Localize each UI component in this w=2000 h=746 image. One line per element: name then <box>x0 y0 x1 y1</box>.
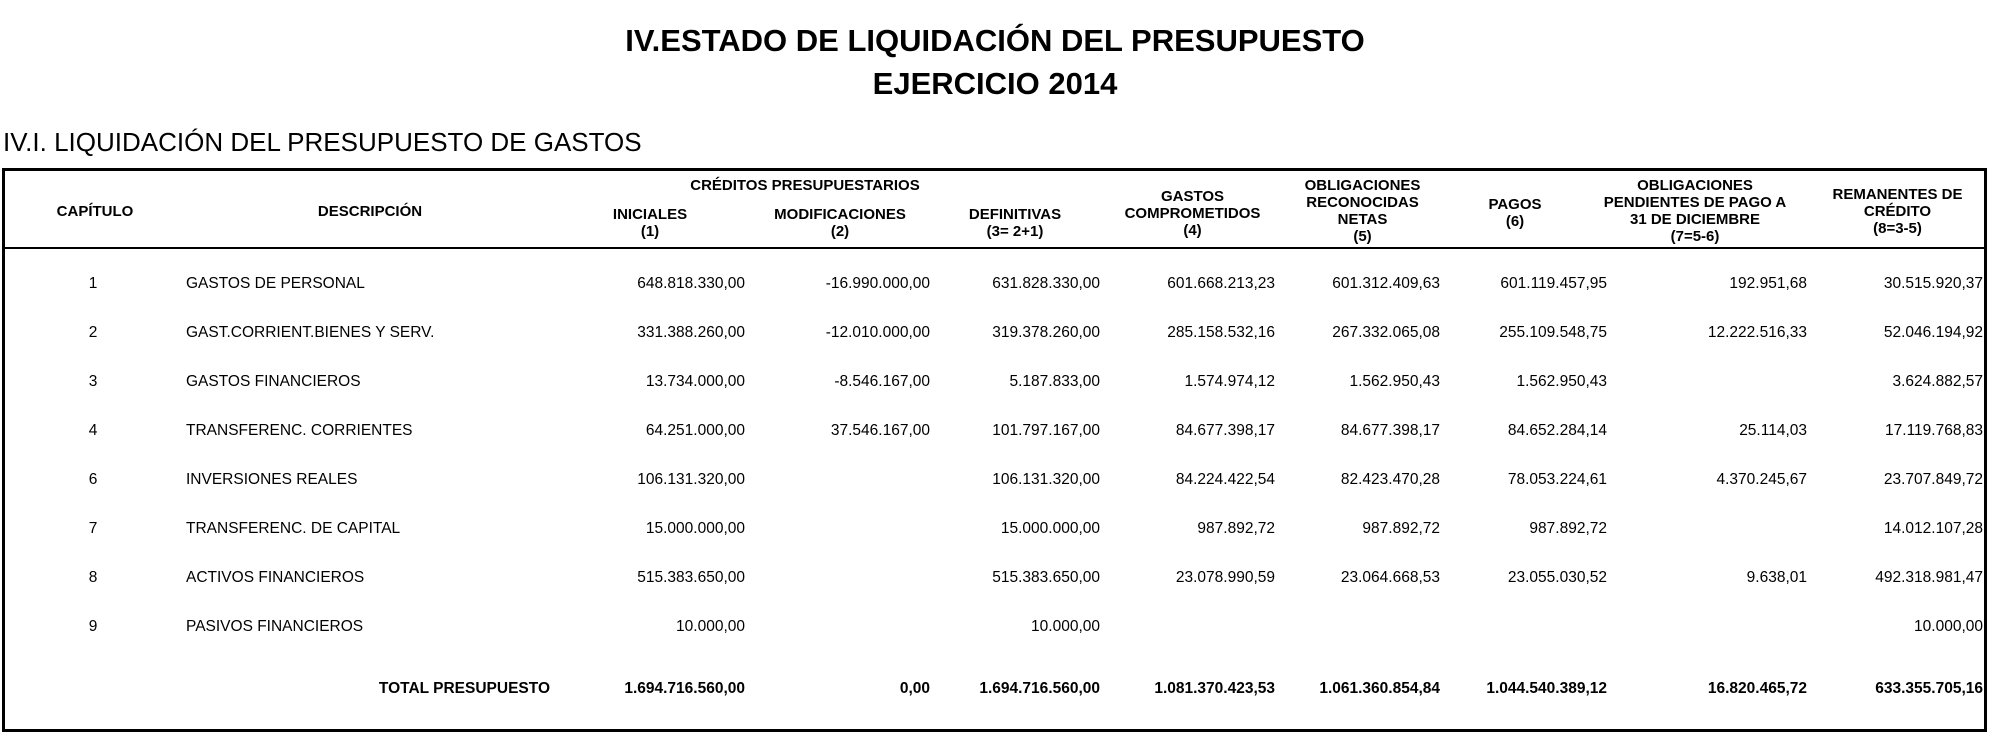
header-divider <box>5 247 1984 249</box>
header-obligaciones-reconocidas: OBLIGACIONES RECONOCIDAS NETAS (5) <box>1304 177 1421 245</box>
cell-definitivas: 5.187.833,00 <box>1009 373 1100 390</box>
cell-pagos: 78.053.224,61 <box>1507 471 1607 488</box>
cell-pendientes: 9.638,01 <box>1746 569 1807 586</box>
document-subtitle-year: EJERCICIO 2014 <box>872 66 1118 101</box>
cell-remanentes: 14.012.107,28 <box>1883 520 1983 537</box>
cell-descripcion: TRANSFERENC. DE CAPITAL <box>186 520 401 537</box>
header-creditos-group: CRÉDITOS PRESUPUESTARIOS <box>690 177 920 194</box>
cell-obligaciones: 267.332.065,08 <box>1332 324 1440 341</box>
cell-modificaciones: -12.010.000,00 <box>825 324 930 341</box>
cell-iniciales: 64.251.000,00 <box>645 422 745 439</box>
cell-remanentes: 10.000,00 <box>1914 618 1983 635</box>
cell-remanentes: 30.515.920,37 <box>1883 275 1983 292</box>
cell-comprometidos: 84.224.422,54 <box>1175 471 1275 488</box>
cell-pendientes: 25.114,03 <box>1739 422 1807 439</box>
header-obligaciones-pendientes: OBLIGACIONES PENDIENTES DE PAGO A 31 DE DICIEMBRE (7=5-6) <box>1603 177 1787 245</box>
cell-pagos: 987.892,72 <box>1529 520 1607 537</box>
cell-comprometidos: 601.668.213,23 <box>1167 275 1275 292</box>
cell-pendientes: 12.222.516,33 <box>1707 324 1807 341</box>
total-definitivas: 1.694.716.560,00 <box>979 680 1100 697</box>
header-pagos: PAGOS (6) <box>1488 196 1542 230</box>
cell-comprometidos: 1.574.974,12 <box>1184 373 1275 390</box>
header-capitulo: CAPÍTULO <box>56 203 134 220</box>
header-gastos-comprometidos: GASTOS COMPROMETIDOS (4) <box>1124 188 1261 239</box>
cell-capitulo: 6 <box>88 471 98 488</box>
cell-pagos: 23.055.030,52 <box>1507 569 1607 586</box>
cell-obligaciones: 1.562.950,43 <box>1349 373 1440 390</box>
cell-iniciales: 15.000.000,00 <box>645 520 745 537</box>
cell-modificaciones: -8.546.167,00 <box>834 373 930 390</box>
cell-descripcion: ACTIVOS FINANCIEROS <box>186 569 365 586</box>
budget-table <box>2 168 1987 732</box>
total-comprometidos: 1.081.370.423,53 <box>1154 680 1275 697</box>
cell-comprometidos: 84.677.398,17 <box>1175 422 1275 439</box>
cell-remanentes: 17.119.768,83 <box>1885 422 1983 439</box>
section-title: IV.I. LIQUIDACIÓN DEL PRESUPUESTO DE GASTOS <box>3 127 642 157</box>
header-descripcion: DESCRIPCIÓN <box>317 203 423 220</box>
cell-definitivas: 515.383.650,00 <box>992 569 1100 586</box>
cell-pagos: 84.652.284,14 <box>1507 422 1607 439</box>
cell-capitulo: 9 <box>88 618 98 635</box>
cell-iniciales: 648.818.330,00 <box>637 275 745 292</box>
cell-remanentes: 492.318.981,47 <box>1875 569 1983 586</box>
header-remanentes-credito: REMANENTES DE CRÉDITO (8=3-5) <box>1832 186 1963 237</box>
total-pagos: 1.044.540.389,12 <box>1486 680 1607 697</box>
cell-remanentes: 3.624.882,57 <box>1892 373 1983 390</box>
cell-definitivas: 106.131.320,00 <box>992 471 1100 488</box>
cell-iniciales: 106.131.320,00 <box>637 471 745 488</box>
cell-pagos: 601.119.457,95 <box>1500 275 1607 292</box>
cell-remanentes: 52.046.194,92 <box>1883 324 1983 341</box>
document-title: IV.ESTADO DE LIQUIDACIÓN DEL PRESUPUESTO <box>625 23 1365 58</box>
cell-iniciales: 515.383.650,00 <box>637 569 745 586</box>
cell-obligaciones: 84.677.398,17 <box>1340 422 1440 439</box>
cell-pagos: 255.109.548,75 <box>1499 324 1607 341</box>
cell-descripcion: INVERSIONES REALES <box>186 471 358 488</box>
cell-definitivas: 101.797.167,00 <box>992 422 1100 439</box>
cell-capitulo: 4 <box>88 422 98 439</box>
cell-descripcion: GAST.CORRIENT.BIENES Y SERV. <box>186 324 435 341</box>
cell-capitulo: 8 <box>88 569 98 586</box>
cell-pendientes: 4.370.245,67 <box>1716 471 1807 488</box>
total-obligaciones: 1.061.360.854,84 <box>1319 680 1440 697</box>
cell-capitulo: 2 <box>88 324 98 341</box>
cell-obligaciones: 82.423.470,28 <box>1340 471 1440 488</box>
cell-comprometidos: 987.892,72 <box>1197 520 1275 537</box>
cell-comprometidos: 285.158.532,16 <box>1167 324 1275 341</box>
cell-obligaciones: 987.892,72 <box>1362 520 1440 537</box>
cell-obligaciones: 601.312.409,63 <box>1332 275 1440 292</box>
cell-modificaciones: 37.546.167,00 <box>830 422 930 439</box>
cell-obligaciones: 23.064.668,53 <box>1340 569 1440 586</box>
cell-iniciales: 331.388.260,00 <box>637 324 745 341</box>
cell-comprometidos: 23.078.990,59 <box>1175 569 1275 586</box>
cell-descripcion: TRANSFERENC. CORRIENTES <box>186 422 413 439</box>
total-label: TOTAL PRESUPUESTO <box>378 680 550 697</box>
cell-definitivas: 631.828.330,00 <box>992 275 1100 292</box>
total-remanentes: 633.355.705,16 <box>1875 680 1983 697</box>
cell-pagos: 1.562.950,43 <box>1516 373 1607 390</box>
cell-definitivas: 10.000,00 <box>1031 618 1100 635</box>
cell-capitulo: 3 <box>88 373 98 390</box>
header-definitivas: DEFINITIVAS (3= 2+1) <box>968 206 1062 240</box>
cell-modificaciones: -16.990.000,00 <box>825 275 930 292</box>
header-modificaciones: MODIFICACIONES (2) <box>774 206 906 240</box>
total-iniciales: 1.694.716.560,00 <box>624 680 745 697</box>
cell-pendientes: 192.951,68 <box>1729 275 1807 292</box>
cell-iniciales: 13.734.000,00 <box>645 373 745 390</box>
cell-iniciales: 10.000,00 <box>676 618 745 635</box>
total-pendientes: 16.820.465,72 <box>1707 680 1807 697</box>
total-modificaciones: 0,00 <box>899 680 930 697</box>
cell-definitivas: 15.000.000,00 <box>1000 520 1100 537</box>
cell-descripcion: GASTOS FINANCIEROS <box>186 373 361 390</box>
cell-descripcion: PASIVOS FINANCIEROS <box>186 618 364 635</box>
header-iniciales: INICIALES (1) <box>612 206 688 240</box>
cell-definitivas: 319.378.260,00 <box>992 324 1100 341</box>
cell-descripcion: GASTOS DE PERSONAL <box>186 275 365 292</box>
cell-capitulo: 1 <box>88 275 98 292</box>
cell-remanentes: 23.707.849,72 <box>1883 471 1983 488</box>
cell-capitulo: 7 <box>88 520 98 537</box>
